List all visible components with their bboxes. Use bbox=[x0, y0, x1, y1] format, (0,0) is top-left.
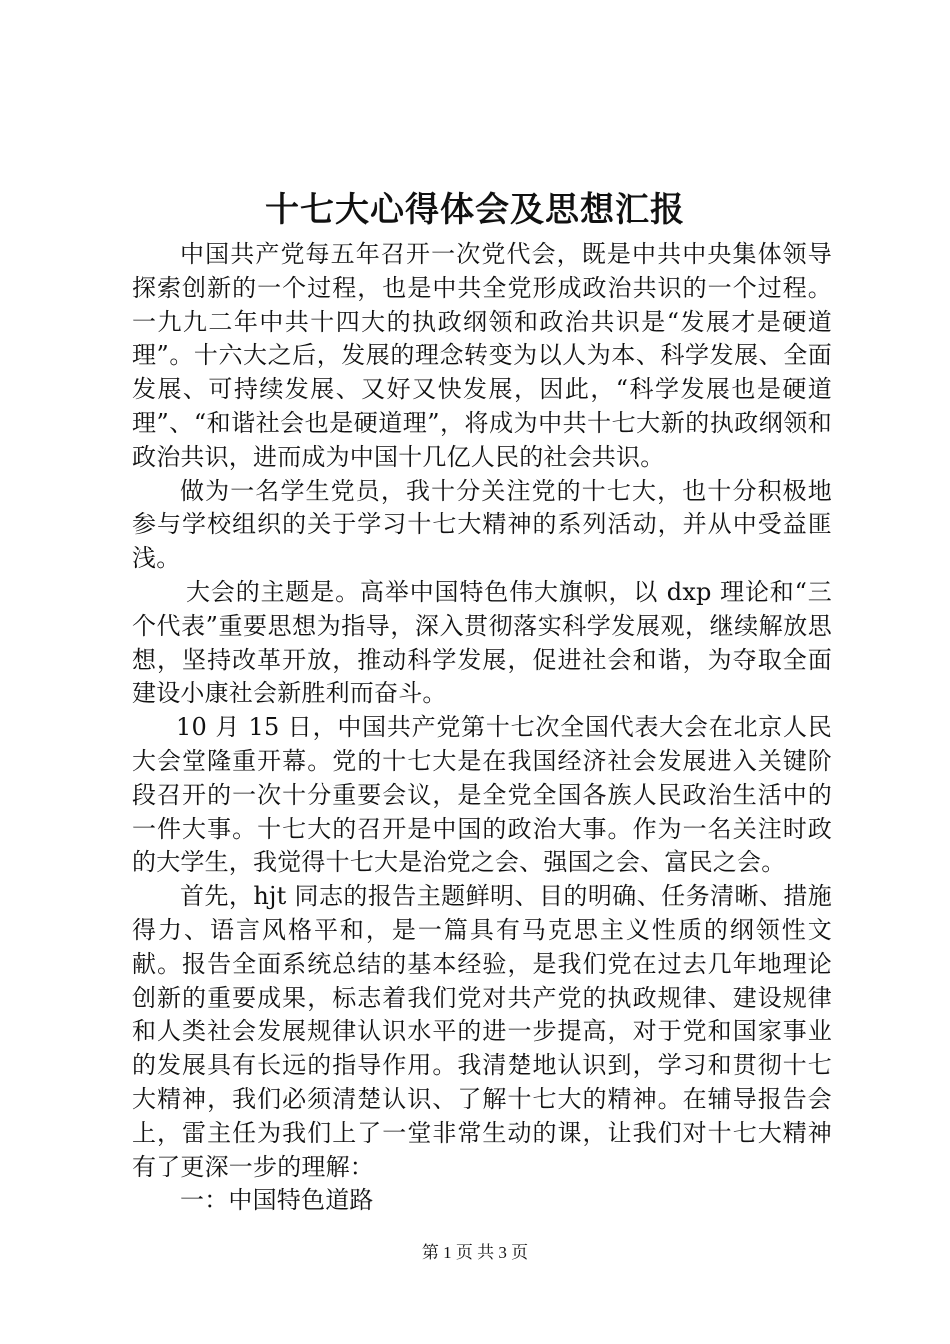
document-title: 十七大心得体会及思想汇报 bbox=[265, 190, 685, 230]
paragraph-2: 做为一名学生党员，我十分关注党的十七大，也十分积极地参与学校组织的关于学习十七大精神的系列活动，并从中受益匪浅。 bbox=[132, 476, 832, 573]
page-footer: 第 1 页 共 3 页 bbox=[421, 1243, 529, 1262]
paragraph-1: 中国共产党每五年召开一次党代会，既是中共中央集体领导探索创新的一个过程，也是中共全党形成政治共识的一个过程。一九九二年中共十四大的执政纲领和政治共识是“发展才是硬道理”。十六大之后，发展的理念转变为以人为本、科学发展、全面发展、可持续发展、又好又快发展，因此，“科学发展也是硬道理”、“和谐社会也是硬道理”，将成为中共十七大新的执政纲领和政治共识，进而成为中国十几亿人民的社会共识。 bbox=[132, 240, 832, 471]
paragraph-4: 10 月 15 日，中国共产党第十七次全国代表大会在北京人民大会堂隆重开幕。党的十七大是在我国经济社会发展进入关键阶段召开的一次十分重要会议，是全党全国各族人民政治生活中的一件大事。十七大的召开是中国的政治大事。作为一名关注时政的大学生，我觉得十七大是治党之会、强国之会、富民之会。 bbox=[132, 713, 832, 877]
section-heading: 一：中国特色道路 bbox=[180, 1186, 374, 1215]
paragraph-3: 大会的主题是。高举中国特色伟大旗帜，以 dxp 理论和“三个代表”重要思想为指导，深入贯彻落实科学发展观，继续解放思想，坚持改革开放，推动科学发展，促进社会和谐，为夺取全面建设小康社会新胜利而奋斗。 bbox=[132, 577, 832, 708]
document-body bbox=[132, 238, 832, 1218]
paragraph-5: 首先，hjt 同志的报告主题鲜明、目的明确、任务清晰、措施得力、语言风格平和，是一篇具有马克思主义性质的纲领性文献。报告全面系统总结的基本经验，是我们党在过去几年地理论创新的重要成果，标志着我们党对共产党的执政规律、建设规律和人类社会发展规律认识水平的进一步提高，对于党和国家事业的发展具有长远的指导作用。我清楚地认识到，学习和贯彻十七大精神，我们必须清楚认识、了解十七大的精神。在辅导报告会上，雷主任为我们上了一堂非常生动的课，让我们对十七大精神有了更深一步的理解： bbox=[132, 882, 832, 1181]
